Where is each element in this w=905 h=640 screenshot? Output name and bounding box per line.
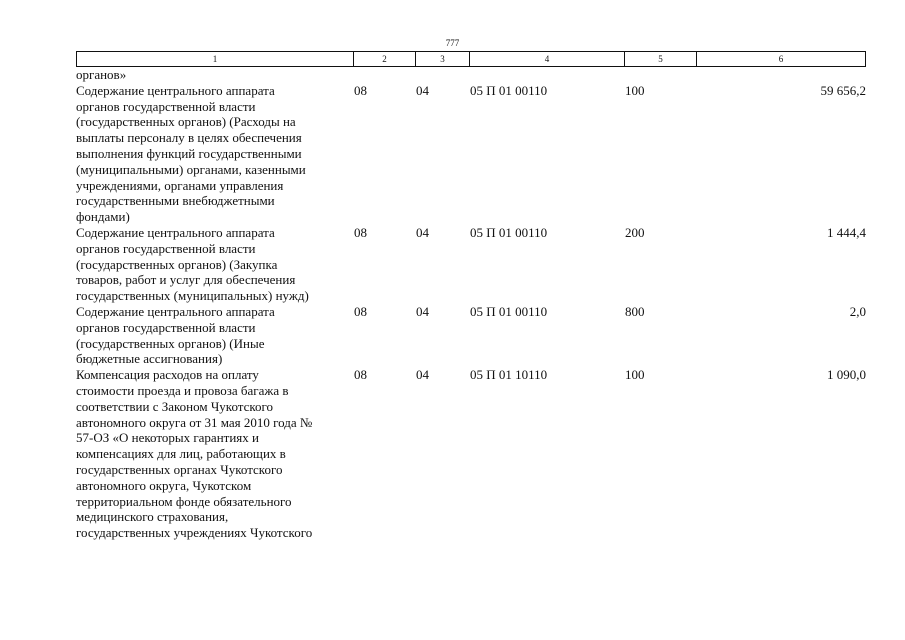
description-line: государственными внебюджетными	[76, 193, 275, 209]
description-line: Содержание центрального аппарата	[76, 303, 275, 319]
description-line: (государственных органов) (Иные	[76, 335, 265, 351]
row-subsection: 04	[416, 303, 429, 319]
description-line: компенсациях для лиц, работающих в	[76, 446, 286, 462]
description-line: автономного округа от 31 мая 2010 года №	[76, 414, 313, 430]
column-header-table	[76, 51, 866, 67]
description-line: территориальном фонде обязательного	[76, 493, 292, 509]
table-row	[76, 83, 866, 225]
row-container	[76, 83, 866, 541]
description-line: соответствии с Законом Чукотского	[76, 398, 274, 414]
table-row	[76, 225, 866, 304]
column-header-2: 2	[354, 52, 416, 67]
column-header-6: 6	[697, 52, 866, 67]
row-amount: 59 656,2	[820, 82, 866, 98]
description-line: органов государственной власти	[76, 98, 256, 114]
description-line: фондами)	[76, 209, 130, 225]
table-body	[76, 67, 866, 541]
description-line: Содержание центрального аппарата	[76, 224, 275, 240]
description-line: государственных учреждениях Чукотского	[76, 525, 313, 541]
row-description	[76, 225, 354, 304]
row-amount: 1 090,0	[827, 367, 866, 383]
column-header-5: 5	[625, 52, 697, 67]
table-row	[76, 304, 866, 367]
row-section: 08	[354, 367, 367, 383]
column-header-4: 4	[470, 52, 625, 67]
row-section: 08	[354, 82, 367, 98]
description-line: органов государственной власти	[76, 319, 256, 335]
row-subsection: 04	[416, 224, 429, 240]
row-expense-type: 200	[625, 224, 645, 240]
row-expense-type: 800	[625, 303, 645, 319]
description-line: учреждениями, органами управления	[76, 177, 284, 193]
description-line: (муниципальными) органами, казенными	[76, 161, 306, 177]
description-line: медицинского страхования,	[76, 509, 229, 525]
row-subsection: 04	[416, 367, 429, 383]
column-header-1: 1	[77, 52, 354, 67]
description-line: Содержание центрального аппарата	[76, 82, 275, 98]
page-number: 777	[445, 38, 460, 48]
description-line: Компенсация расходов на оплату	[76, 367, 259, 383]
description-line: (государственных органов) (Закупка	[76, 256, 278, 272]
continuation-text: органов»	[76, 67, 127, 82]
row-amount: 1 444,4	[827, 224, 866, 240]
description-line: выполнения функций государственными	[76, 145, 302, 161]
table-row	[76, 367, 866, 541]
column-header-row	[77, 52, 866, 67]
description-line: товаров, работ и услуг для обеспечения	[76, 272, 296, 288]
description-line: органов государственной власти	[76, 240, 256, 256]
description-line: бюджетные ассигнования)	[76, 351, 223, 367]
row-expense-type: 100	[625, 367, 645, 383]
description-line: 57-ОЗ «О некоторых гарантиях и	[76, 430, 259, 446]
row-expense-type: 100	[625, 82, 645, 98]
row-description	[76, 304, 354, 367]
row-target-article: 05 П 01 10110	[470, 367, 548, 383]
description-line: автономного округа, Чукотском	[76, 477, 252, 493]
row-description	[76, 83, 354, 225]
row-section: 08	[354, 303, 367, 319]
description-line: государственных органах Чукотского	[76, 461, 283, 477]
row-section: 08	[354, 224, 367, 240]
column-header-3: 3	[416, 52, 470, 67]
row-subsection: 04	[416, 82, 429, 98]
description-line: (государственных органов) (Расходы на	[76, 114, 296, 130]
row-description	[76, 367, 354, 541]
row-amount: 2,0	[849, 303, 866, 319]
description-line: стоимости проезда и провоза багажа в	[76, 382, 289, 398]
description-line: выплаты персоналу в целях обеспечения	[76, 130, 302, 146]
row-target-article: 05 П 01 00110	[470, 303, 548, 319]
row-target-article: 05 П 01 00110	[470, 82, 548, 98]
description-line: государственных (муниципальных) нужд)	[76, 288, 309, 304]
row-target-article: 05 П 01 00110	[470, 224, 548, 240]
